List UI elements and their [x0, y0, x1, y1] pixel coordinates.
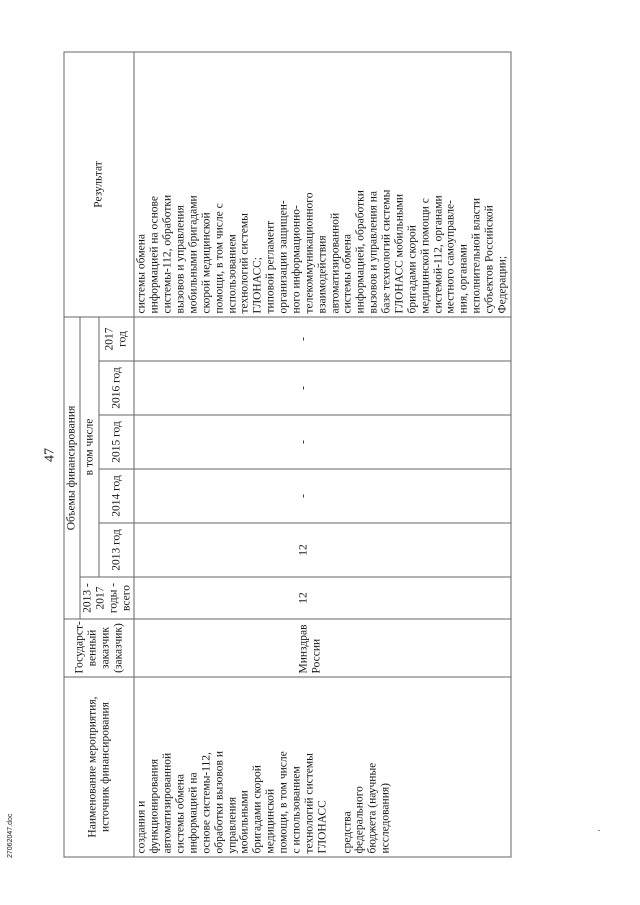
- funding-source: средства федерального бюджета (научные исследования): [340, 762, 392, 853]
- funding-table: [63, 51, 511, 857]
- header-customer: Государст-венный заказчик (заказчик): [64, 619, 134, 677]
- table-row: [134, 51, 510, 856]
- cell-activity-name: [134, 677, 510, 857]
- cell-total: [134, 577, 510, 619]
- page-number: 47: [42, 447, 57, 462]
- value-2016: -: [297, 385, 310, 390]
- cell-result: [134, 51, 510, 316]
- value-total: 12: [297, 591, 310, 604]
- customer-name: Минздрав России: [297, 623, 323, 673]
- cell-customer: [134, 619, 510, 677]
- value-2013: 12: [297, 543, 310, 556]
- header-funding-volumes: Объемы финансирования: [64, 316, 80, 618]
- rotated-landscape-page: [42, 52, 578, 857]
- value-2014: -: [297, 493, 310, 498]
- header-year-2014: 2014 год: [99, 469, 134, 523]
- header-including: в том числе: [79, 316, 98, 576]
- cell-2016: [134, 361, 510, 415]
- cell-2015: [134, 415, 510, 469]
- header-year-2016: 2016 год: [99, 361, 134, 415]
- cell-2013: [134, 523, 510, 577]
- header-year-2017: 2017 год: [99, 316, 134, 360]
- header-year-2015: 2015 год: [99, 415, 134, 469]
- result-text: системы обмена информацией на основе системы-112, обработки вызовов и управления мобильными бригадами скорой медицинской помощи, в том числе с использованием технологий системы ГЛОНАСС; типовой регламент организации защищен- ного информационно- телекоммуникационного взаимодействия автоматизированной системы обмена информацией, обработки вызовов и управления на базе технологий системы ГЛОНАСС мобильными бригадами скорой медицинской помощи с системой-112, органами местного самоуправле- ния, органами исполнительной власти субъектов Российской Федерации;: [135, 189, 508, 313]
- activity-description: создания и функционирования автоматизированной системы обмена информацией на основе системы-112, обработки вызовов и управления мобильными бригадами скорой медицинской помощи, в том числе с использованием технологий системы ГЛОНАСС: [135, 750, 328, 853]
- header-period-total: 2013 - 2017 годы - всего: [79, 577, 134, 619]
- document-code: 27062047.doc: [7, 813, 14, 858]
- header-name: Наименование мероприятия, источник финансирования: [64, 677, 134, 857]
- header-result: Результат: [64, 51, 134, 316]
- header-row-1: [64, 51, 80, 856]
- cell-2014: [134, 469, 510, 523]
- cell-2017: [134, 316, 510, 360]
- value-2015: -: [297, 439, 310, 444]
- header-year-2013: 2013 год: [99, 523, 134, 577]
- value-2017: -: [297, 336, 310, 341]
- scan-mark: [598, 830, 600, 831]
